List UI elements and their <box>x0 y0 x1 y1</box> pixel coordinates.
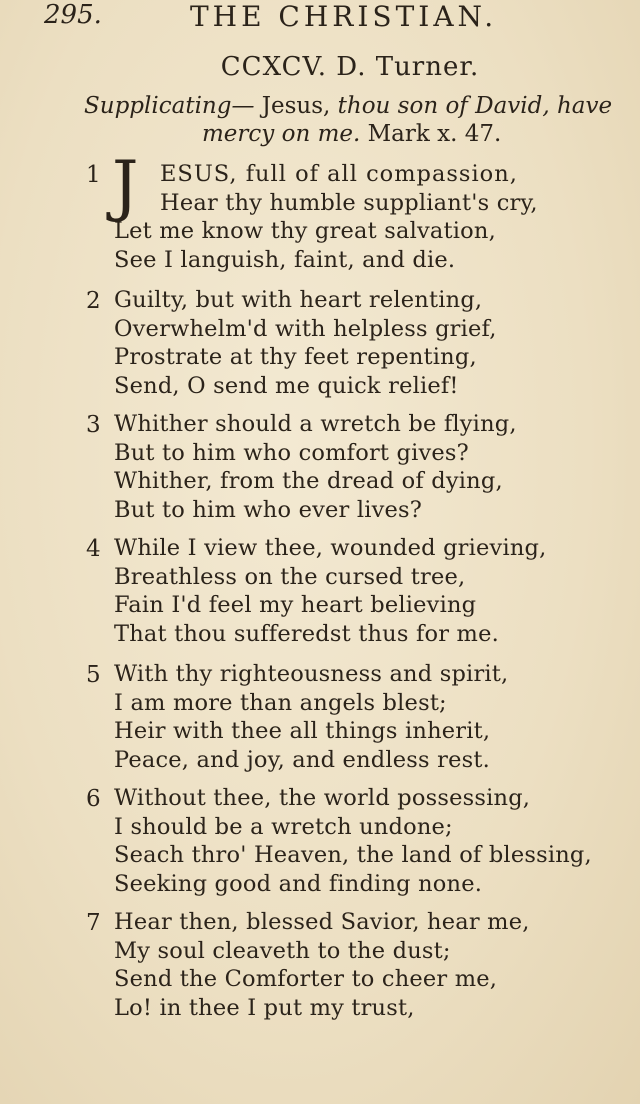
verse-line: Seeking good and finding none. <box>114 870 483 897</box>
stanza-lines <box>114 534 547 648</box>
stanza-number: 3 <box>86 412 101 438</box>
verse-line: Overwhelm'd with helpless grief, <box>114 315 497 342</box>
verse-line: Heir with thee all things inherit, <box>114 718 491 744</box>
verse-line: Without thee, the world possessing, <box>114 785 531 811</box>
verse-line: While I view thee, wounded grieving, <box>114 535 547 561</box>
verse-line: Breathless on the cursed tree, <box>114 563 466 590</box>
stanza-lines <box>114 410 517 524</box>
hymn-epigraph <box>84 92 614 148</box>
verse-line: Send the Comforter to cheer me, <box>114 966 498 992</box>
running-head: THE CHRISTIAN. <box>190 0 498 33</box>
verse-line: Fain I'd feel my heart believing <box>114 592 477 618</box>
verse-line: Peace, and joy, and endless rest. <box>114 746 490 773</box>
epigraph-reference: Mark x. 47. <box>367 121 502 147</box>
verse-line: But to him who comfort gives? <box>114 439 469 466</box>
epigraph-topic: Supplicating— <box>84 93 255 119</box>
verse-line: Whither, from the dread of dying, <box>114 468 503 494</box>
verse-line: I should be a wretch undone; <box>114 813 453 840</box>
stanza-number: 7 <box>86 910 101 936</box>
verse-line: Seach thro' Heaven, the land of blessing, <box>114 842 592 868</box>
verse-line: See I languish, faint, and die. <box>114 246 456 273</box>
drop-cap: J <box>112 147 139 224</box>
hymn-title: CCXCV. D. Turner. <box>220 52 480 82</box>
verse-line: Hear then, blessed Savior, hear me, <box>114 909 530 935</box>
stanza-number: 6 <box>86 786 101 812</box>
verse-line: That thou sufferedst thus for me. <box>114 620 499 647</box>
verse-line: ESUS, full of all compassion, <box>160 161 518 187</box>
verse-line: Let me know thy great salvation, <box>114 218 496 244</box>
verse-line: With thy righteousness and spirit, <box>114 661 509 687</box>
verse-line: I am more than angels blest; <box>114 689 447 716</box>
verse-line: Send, O send me quick relief! <box>114 372 459 399</box>
page-header <box>0 0 640 36</box>
epigraph-quote-part2: mercy on me. <box>202 121 361 147</box>
stanza-lines <box>114 160 538 274</box>
stanza-number: 5 <box>86 662 101 688</box>
verse-line: Hear thy humble suppliant's cry, <box>160 189 538 216</box>
verse-line: My soul cleaveth to the dust; <box>114 937 451 964</box>
verse-line: Lo! in thee I put my trust, <box>114 994 415 1021</box>
stanza-lines <box>114 784 592 898</box>
verse-line: Guilty, but with heart relenting, <box>114 287 483 313</box>
verse-line: Prostrate at thy feet repenting, <box>114 344 477 370</box>
stanza-lines <box>114 908 530 1022</box>
stanza-number: 4 <box>86 536 101 562</box>
stanza-number: 1 <box>86 162 101 188</box>
page-number: 295. <box>44 0 102 30</box>
epigraph-quote-start: Jesus, <box>261 93 331 119</box>
stanza-lines <box>114 660 508 774</box>
stanza-lines <box>114 286 497 400</box>
epigraph-quote-part1: thou son of David, have <box>337 93 613 119</box>
verse-line: Whither should a wretch be flying, <box>114 411 517 437</box>
verse-line: But to him who ever lives? <box>114 496 423 523</box>
stanza-number: 2 <box>86 288 101 314</box>
